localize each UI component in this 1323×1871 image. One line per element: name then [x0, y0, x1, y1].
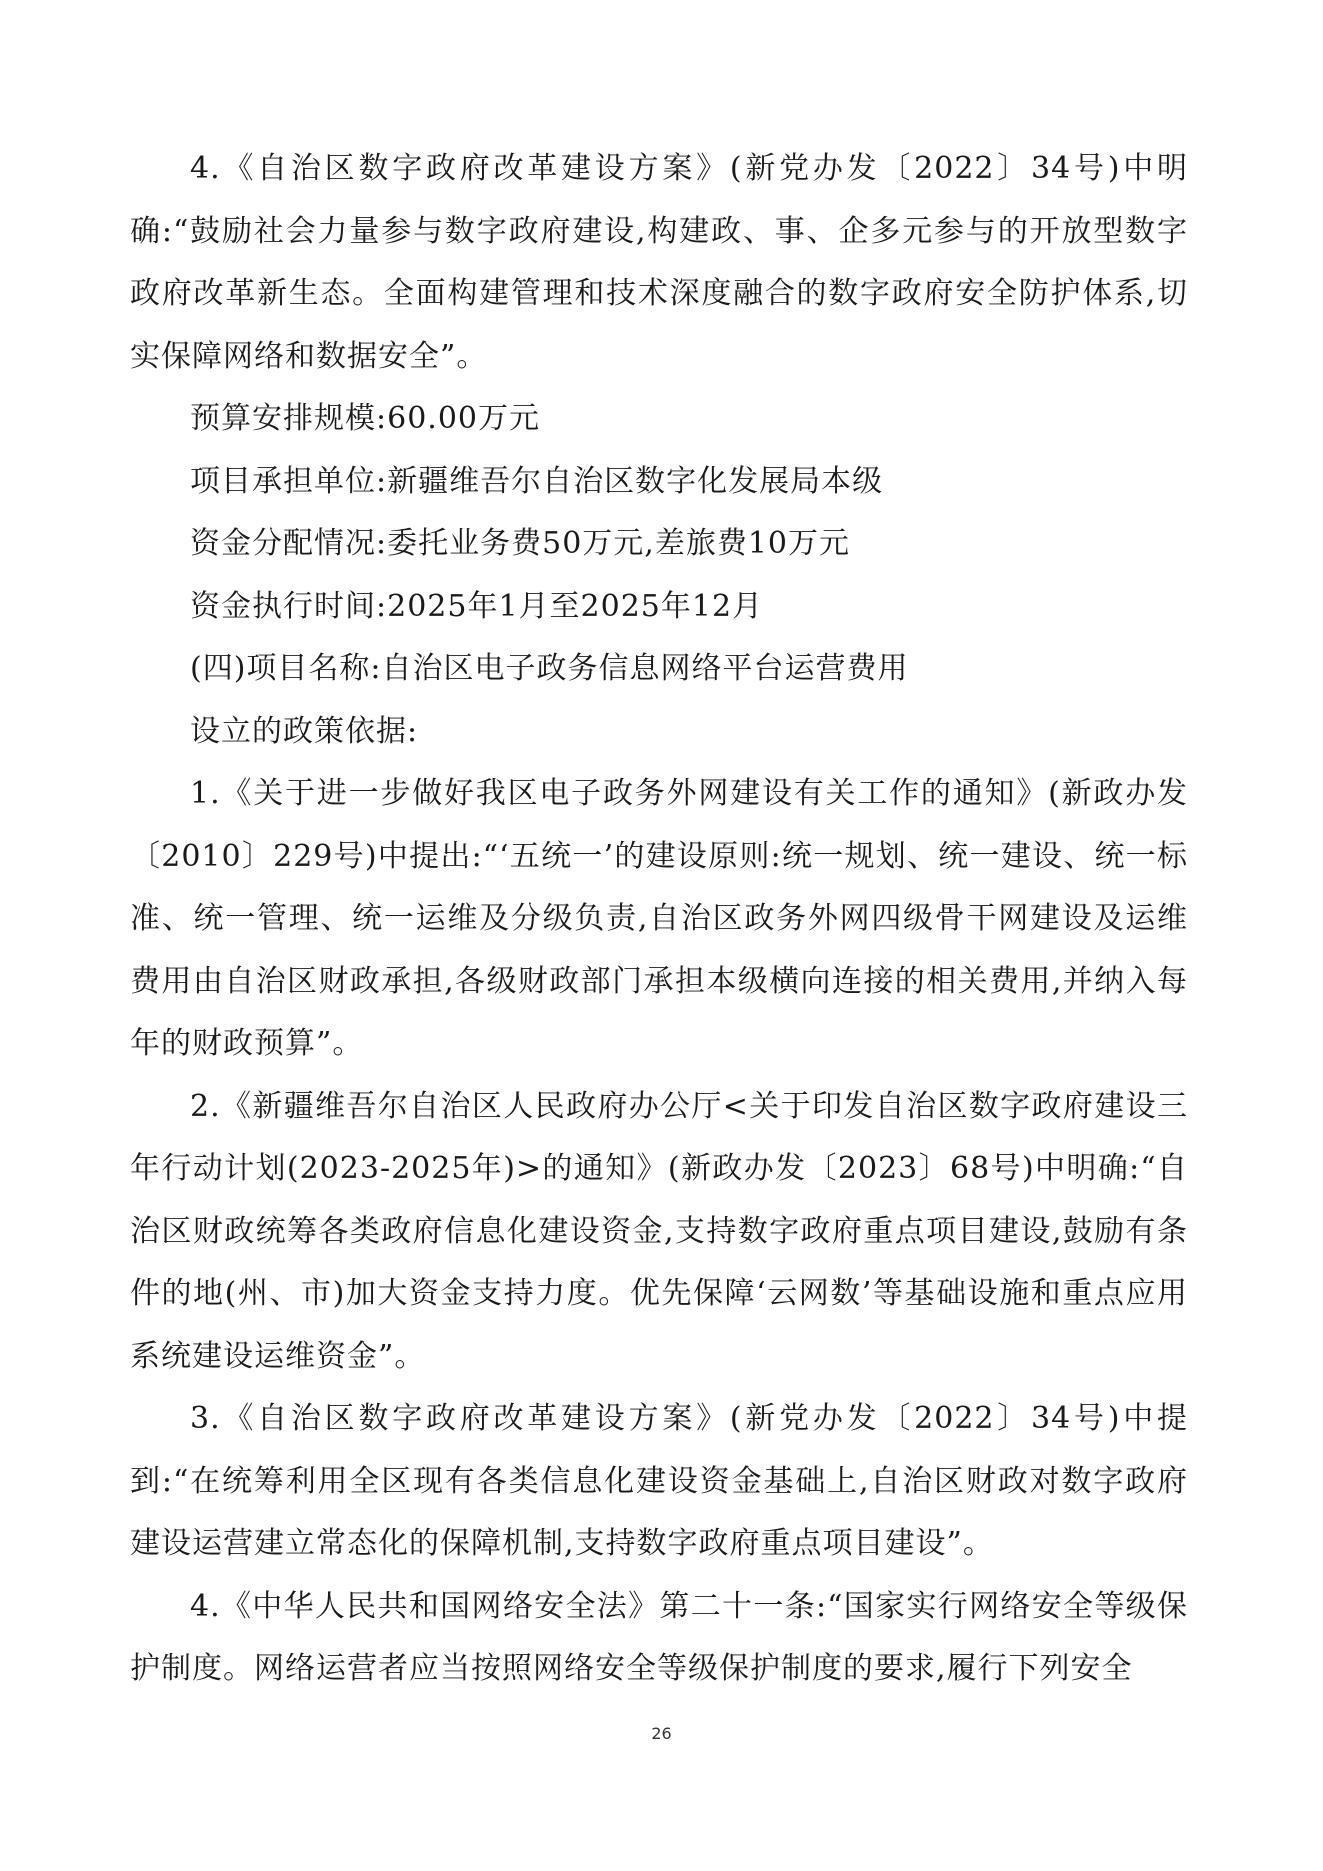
paragraph-fund-allocation: 资金分配情况:委托业务费50万元,差旅费10万元 — [190, 526, 850, 561]
paragraph-policy-4-digital-gov-plan: 4.《自治区数字政府改革建设方案》(新党办发〔2022〕34号)中明确:“鼓励社会力量参与数字政府建设,构建政、事、企多元参与的开放型数字政府改革新生态。全面构建管理和技术深度融合的数字政府安全防护体系,切实保障网络和数据安全”。 — [130, 151, 1188, 374]
paragraph-budget-scale: 预算安排规模:60.00万元 — [190, 401, 540, 436]
document-body — [130, 138, 1188, 1701]
paragraph-responsible-unit: 项目承担单位:新疆维吾尔自治区数字化发展局本级 — [190, 463, 884, 499]
paragraph-policy-3: 3.《自治区数字政府改革建设方案》(新党办发〔2022〕34号)中提到:“在统筹利用全区现有各类信息化建设资金基础上,自治区财政对数字政府建设运营建立常态化的保障机制,支持数字政府重点项目建设”。 — [130, 1401, 1188, 1561]
paragraph-policy-1: 1.《关于进一步做好我区电子政务外网建设有关工作的通知》(新政办发〔2010〕229号)中提出:“‘五统一’的建设原则:统一规划、统一建设、统一标准、统一管理、统一运维及分级负责,自治区政务外网四级骨干网建设及运维费用由自治区财政承担,各级财政部门承担本级横向连接的相关费用,并纳入每年的财政预算”。 — [130, 776, 1188, 1061]
paragraph-policy-4-cybersecurity-law: 4.《中华人民共和国网络安全法》第二十一条:“国家实行网络安全等级保护制度。网络运营者应当按照网络安全等级保护制度的要求,履行下列安全 — [130, 1588, 1188, 1686]
paragraph-execution-time: 资金执行时间:2025年1月至2025年12月 — [190, 588, 764, 624]
paragraph-project-name: (四)项目名称:自治区电子政务信息网络平台运营费用 — [190, 651, 909, 686]
paragraph-policy-basis-heading: 设立的政策依据: — [190, 713, 419, 749]
page-number: 26 — [651, 1724, 672, 1743]
paragraph-policy-2: 2.《新疆维吾尔自治区人民政府办公厅<关于印发自治区数字政府建设三年行动计划(2023-2025年)>的通知》(新政办发〔2023〕68号)中明确:“自治区财政统筹各类政府信息化建设资金,支持数字政府重点项目建设,鼓励有条件的地(州、市)加大资金支持力度。优先保障‘云网数’等基础设施和重点应用系统建设运维资金”。 — [130, 1088, 1188, 1374]
